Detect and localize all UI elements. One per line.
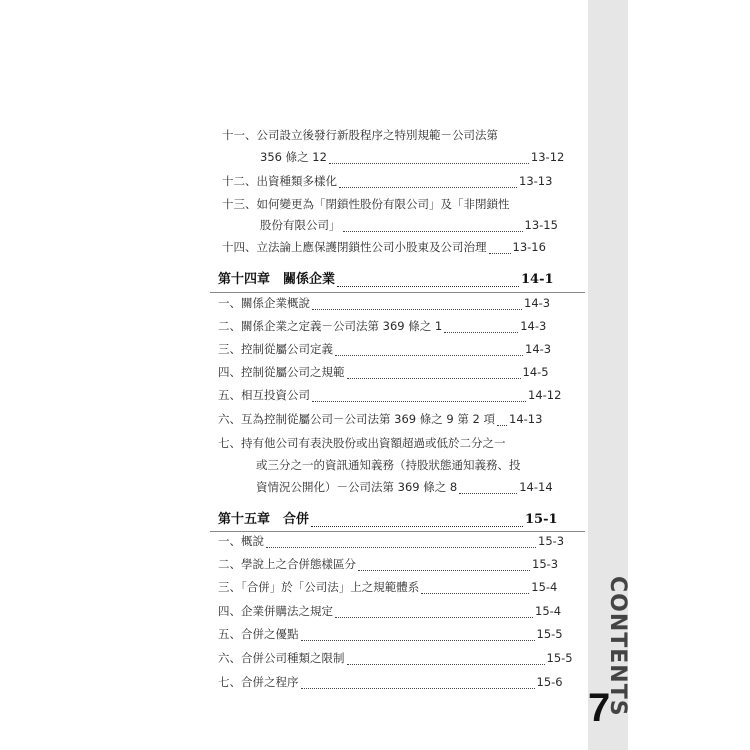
entry-text: 二、關係企業之定義－公司法第 369 條之 1 bbox=[218, 319, 443, 333]
chapter-title: 第十四章 關係企業 bbox=[218, 272, 336, 287]
entry-page: 13-16 bbox=[512, 240, 546, 254]
entry-page: 14-13 bbox=[509, 412, 543, 426]
entry-text: 股份有限公司」 bbox=[260, 218, 341, 232]
entry-page: 15-6 bbox=[536, 675, 563, 689]
toc-entry[interactable] bbox=[218, 384, 561, 406]
entry-page: 14-14 bbox=[519, 480, 553, 494]
contents-label: CONTENTS bbox=[605, 576, 630, 717]
toc-entry[interactable] bbox=[222, 124, 498, 146]
toc-entry[interactable] bbox=[218, 647, 573, 669]
toc-entry[interactable] bbox=[260, 146, 564, 168]
chapter-heading-14[interactable] bbox=[218, 268, 554, 292]
entry-text: 或三分之一的資訊通知義務（持股狀態通知義務、投 bbox=[256, 458, 521, 472]
toc-entry[interactable] bbox=[218, 553, 558, 575]
leader-dots bbox=[347, 664, 545, 665]
entry-text: 二、學說上之合併態樣區分 bbox=[218, 557, 356, 571]
leader-dots bbox=[311, 526, 523, 527]
toc-entry[interactable] bbox=[218, 600, 561, 622]
leader-dots bbox=[301, 688, 535, 689]
leader-dots bbox=[444, 332, 518, 333]
leader-dots bbox=[421, 593, 529, 594]
entry-text: 十二、出資種類多樣化 bbox=[222, 174, 337, 188]
entry-text: 七、合併之程序 bbox=[218, 675, 299, 689]
entry-page: 15-4 bbox=[531, 580, 558, 594]
toc-entry[interactable] bbox=[218, 623, 563, 645]
leader-dots bbox=[335, 355, 523, 356]
toc-entry[interactable] bbox=[218, 671, 563, 693]
toc-entry[interactable] bbox=[218, 432, 506, 454]
entry-page: 15-5 bbox=[536, 627, 563, 641]
leader-dots bbox=[335, 617, 533, 618]
leader-dots bbox=[266, 547, 536, 548]
entry-page: 13-13 bbox=[519, 174, 553, 188]
leader-dots bbox=[489, 253, 511, 254]
entry-text: 資情況公開化）－公司法第 369 條之 8 bbox=[256, 480, 458, 494]
entry-text: 五、合併之優點 bbox=[218, 627, 299, 641]
entry-page: 13-12 bbox=[530, 150, 565, 164]
entry-text: 一、關係企業概說 bbox=[218, 296, 310, 310]
leader-dots bbox=[358, 570, 530, 571]
toc-entry[interactable] bbox=[218, 292, 550, 314]
entry-page: 14-12 bbox=[528, 388, 562, 402]
entry-page: 15-4 bbox=[535, 604, 562, 618]
entry-text: 十一、公司設立後發行新股程序之特別規範－公司法第 bbox=[222, 128, 498, 142]
entry-page: 15-3 bbox=[538, 534, 565, 548]
entry-text: 一、概說 bbox=[218, 534, 264, 548]
toc-entry[interactable] bbox=[218, 361, 549, 383]
entry-text: 六、互為控制從屬公司－公司法第 369 條之 9 第 2 項 bbox=[218, 412, 496, 426]
leader-dots bbox=[301, 640, 535, 641]
leader-dots bbox=[497, 425, 507, 426]
leader-dots bbox=[339, 187, 517, 188]
entry-text: 三、「合併」於「公司法」上之規範體系 bbox=[218, 580, 420, 594]
toc-entry[interactable] bbox=[260, 214, 558, 236]
toc-entry[interactable] bbox=[256, 476, 553, 498]
leader-dots bbox=[329, 163, 529, 164]
toc-entry[interactable] bbox=[218, 315, 546, 337]
entry-text: 十三、如何變更為「閉鎖性股份有限公司」及「非閉鎖性 bbox=[222, 197, 510, 211]
toc-entry[interactable] bbox=[218, 338, 551, 360]
toc-entry[interactable] bbox=[222, 170, 552, 192]
entry-text: 十四、立法論上應保護閉鎖性公司小股東及公司治理 bbox=[222, 240, 487, 254]
entry-page: 15-3 bbox=[532, 557, 559, 571]
page-number: 7 bbox=[588, 686, 611, 730]
toc-entry[interactable] bbox=[256, 454, 521, 476]
chapter-page: 14-1 bbox=[521, 272, 554, 287]
entry-text: 四、控制從屬公司之規範 bbox=[218, 365, 345, 379]
chapter-page: 15-1 bbox=[525, 512, 558, 527]
toc-entry[interactable] bbox=[218, 576, 557, 598]
entry-page: 15-5 bbox=[546, 651, 573, 665]
leader-dots bbox=[312, 401, 526, 402]
leader-dots bbox=[459, 493, 517, 494]
toc-entry[interactable] bbox=[222, 193, 510, 215]
entry-page: 14-3 bbox=[525, 342, 552, 356]
leader-dots bbox=[337, 286, 519, 287]
leader-dots bbox=[347, 378, 521, 379]
entry-text: 五、相互投資公司 bbox=[218, 388, 310, 402]
entry-text: 四、企業併購法之規定 bbox=[218, 604, 333, 618]
chapter-title: 第十五章 合併 bbox=[218, 512, 310, 527]
entry-page: 14-3 bbox=[520, 319, 547, 333]
leader-dots bbox=[312, 309, 522, 310]
entry-text: 七、持有他公司有表決股份或出資額超過或低於二分之一 bbox=[218, 436, 506, 450]
entry-text: 三、控制從屬公司定義 bbox=[218, 342, 333, 356]
entry-page: 13-15 bbox=[524, 218, 558, 232]
toc-entry[interactable] bbox=[218, 530, 564, 552]
toc-entry[interactable] bbox=[222, 236, 546, 258]
entry-text: 356 條之 12 bbox=[260, 150, 327, 164]
chapter-heading-15[interactable] bbox=[218, 508, 558, 532]
entry-page: 14-3 bbox=[524, 296, 551, 310]
entry-text: 六、合併公司種類之限制 bbox=[218, 651, 345, 665]
entry-page: 14-5 bbox=[522, 365, 549, 379]
toc-entry[interactable] bbox=[218, 408, 542, 430]
leader-dots bbox=[343, 231, 523, 232]
